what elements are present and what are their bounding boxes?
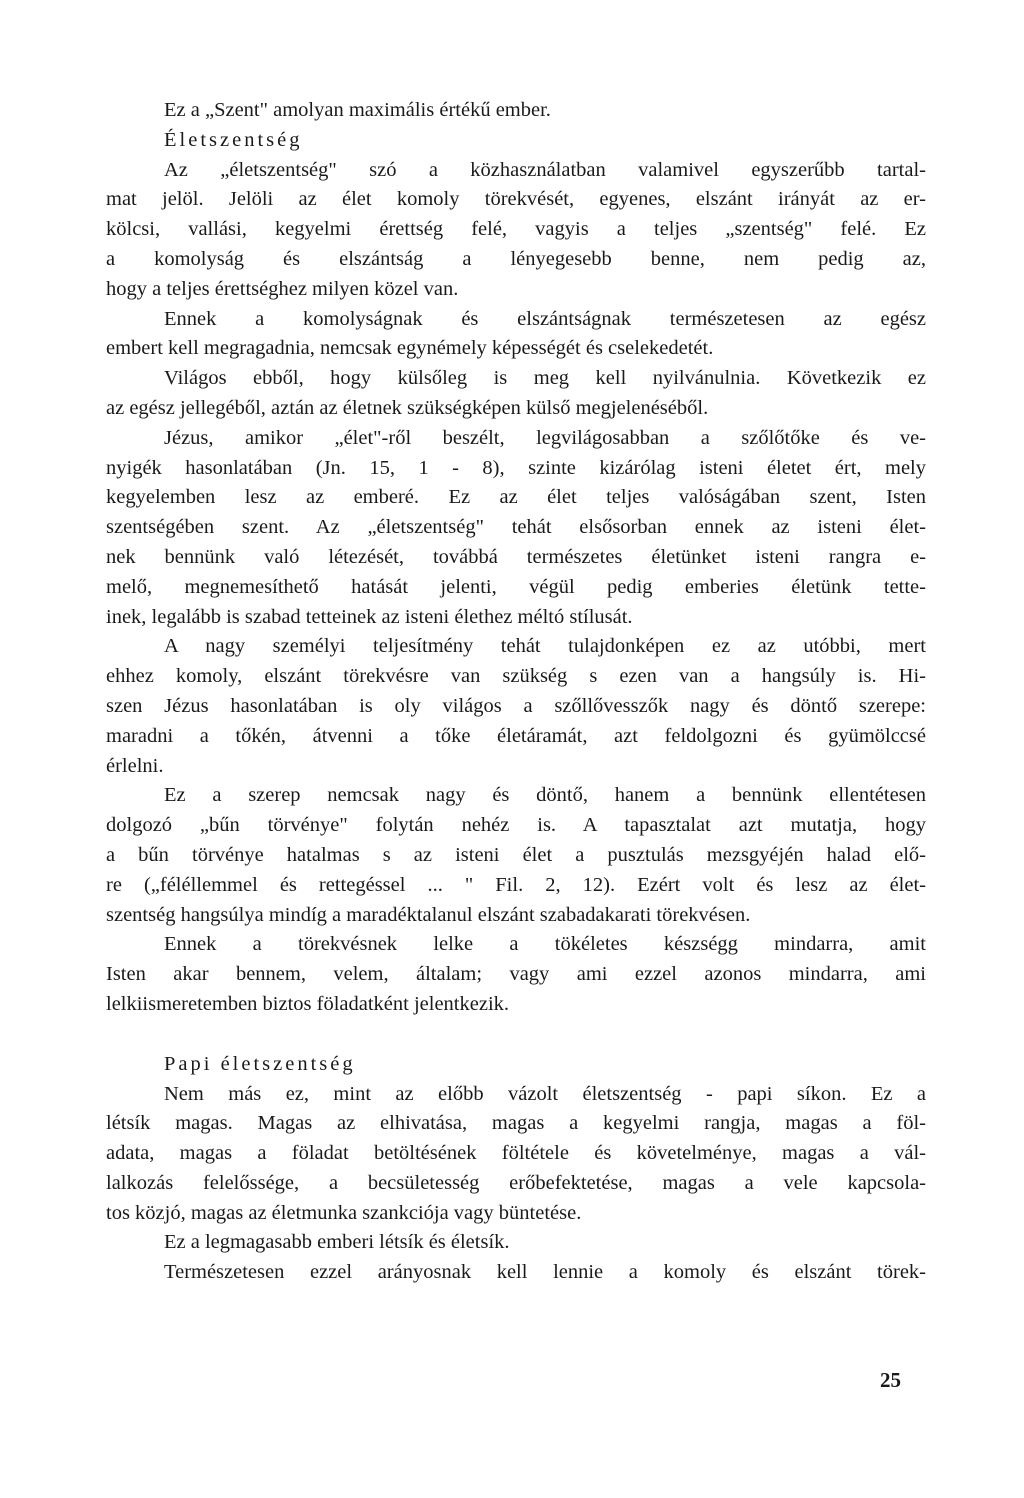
text-line: nek bennünk való létezését, továbbá természetes életünket isteni rangra e- — [106, 545, 926, 568]
text-line: létsík magas. Magas az elhivatása, magas a kegyelmi rangja, magas a föl- — [106, 1112, 926, 1135]
text-line: Ez a szerep nemcsak nagy és döntő, hanem a bennünk ellentétesen — [164, 784, 926, 807]
text-line: Ennek a törekvésnek lelke a tökéletes készségg mindarra, amit — [164, 933, 926, 956]
page-text — [106, 96, 926, 1288]
section-heading-papi-eletszentseg: Papi életszentség — [164, 1052, 356, 1075]
text-line: adata, magas a föladat betöltésének föltétele és követelménye, magas a vál- — [106, 1142, 926, 1165]
text-line: tos közjó, magas az életmunka szankciója vagy büntetése. — [106, 1201, 582, 1224]
text-line: Természetesen ezzel arányosnak kell lennie a komoly és elszánt törek- — [164, 1261, 926, 1284]
text-line: Ez a „Szent" amolyan maximális értékű ember. — [164, 99, 551, 121]
text-line: lelkiismeretemben biztos föladatként jelentkezik. — [106, 992, 510, 1015]
text-line: kegyelemben lesz az emberé. Ez az élet teljes valóságában szent, Isten — [106, 486, 926, 509]
text-line: Nem más ez, mint az előbb vázolt életszentség - papi síkon. Ez a — [164, 1082, 926, 1105]
text-line: Isten akar bennem, velem, általam; vagy ami ezzel azonos mindarra, ami — [106, 963, 926, 986]
text-line: Ennek a komolyságnak és elszántságnak természetesen az egész — [164, 307, 926, 330]
page-number: 25 — [880, 1368, 901, 1392]
section-heading-eletszentseg: Életszentség — [164, 128, 303, 151]
text-line: hogy a teljes érettséghez milyen közel van. — [106, 277, 459, 300]
text-line: Világos ebből, hogy külsőleg is meg kell nyilvánulnia. Következik ez — [164, 367, 926, 390]
text-line: dolgozó „bűn törvénye" folytán nehéz is. A tapasztalat azt mutatja, hogy — [106, 814, 926, 837]
text-line: szentség hangsúlya mindíg a maradéktalanul elszánt szabadakarati törekvésen. — [106, 903, 751, 926]
text-line: a komolyság és elszántság a lényegesebb benne, nem pedig az, — [106, 247, 926, 270]
text-line: kölcsi, vallási, kegyelmi érettség felé, vagyis a teljes „szentség" felé. Ez — [106, 218, 926, 241]
text-line: melő, megnemesíthető hatását jelenti, végül pedig emberies életünk tette- — [106, 575, 926, 598]
text-line: maradni a tőkén, átvenni a tőke életáramát, azt feldolgozni és gyümölccsé — [106, 724, 926, 747]
text-line: mat jelöl. Jelöli az élet komoly törekvését, egyenes, elszánt irányát az er- — [106, 188, 926, 211]
text-line: A nagy személyi teljesítmény tehát tulajdonképen ez az utóbbi, mert — [164, 635, 926, 658]
text-line: szen Jézus hasonlatában is oly világos a szőllővesszők nagy és döntő szerepe: — [106, 694, 926, 717]
section-gap — [106, 1020, 926, 1050]
text-line: szentségében szent. Az „életszentség" tehát elsősorban ennek az isteni élet- — [106, 516, 926, 539]
text-line: lalkozás felelőssége, a becsületesség erőbefektetése, magas a vele kapcsola- — [106, 1171, 926, 1194]
text-line: nyigék hasonlatában (Jn. 15, 1 - 8), szinte kizárólag isteni életet ért, mely — [106, 456, 926, 479]
text-line: re („féléllemmel és rettegéssel ... " Fil. 2, 12). Ezért volt és lesz az élet- — [106, 873, 926, 896]
text-line: Ez a legmagasabb emberi létsík és életsík. — [164, 1231, 510, 1254]
text-line: ehhez komoly, elszánt törekvésre van szükség s ezen van a hangsúly is. Hi- — [106, 665, 926, 688]
text-line: Az „életszentség" szó a közhasználatban valamivel egyszerűbb tartal- — [164, 158, 926, 181]
text-line: embert kell megragadnia, nemcsak egynémely képességét és cselekedetét. — [106, 337, 714, 360]
text-line: inek, legalább is szabad tetteinek az isteni élethez méltó stílusát. — [106, 605, 633, 628]
text-line: Jézus, amikor „élet"-ről beszélt, legvilágosabban a szőlőtőke és ve- — [164, 426, 926, 449]
text-line: az egész jellegéből, aztán az életnek szükségképen külső megjelenéséből. — [106, 396, 709, 419]
text-line: érlelni. — [106, 754, 164, 777]
text-line: a bűn törvénye hatalmas s az isteni élet a pusztulás mezsgyéjén halad elő- — [106, 843, 926, 866]
